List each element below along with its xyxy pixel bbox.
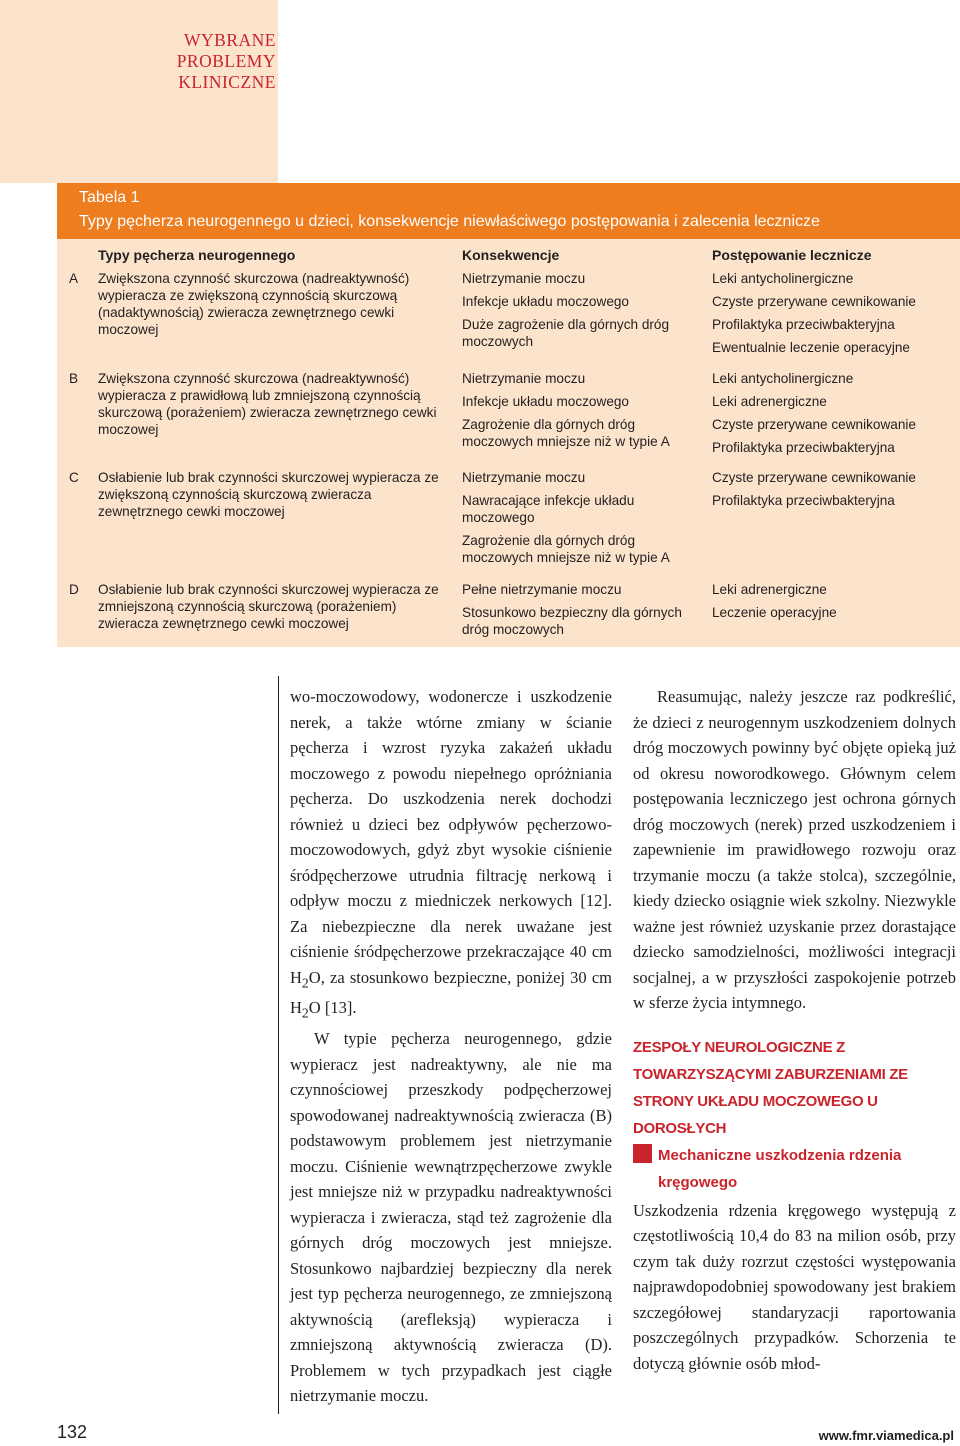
column-header-type: Typy pęcherza neurogennego: [98, 247, 296, 263]
row-type-cell: Zwiększona czynność skurczowa (nadreaktywność) wypieracza ze zwiększoną czynnością skurczową (nadaktywnością) zwieracza zewnętrznego cewki moczowej: [98, 271, 410, 337]
section-tag-line-1: WYBRANE: [184, 30, 276, 50]
management-item: Czyste przerywane cewnikowanie: [712, 294, 916, 309]
column-header-management: Postępowanie lecznicze: [712, 247, 872, 263]
body-text: O [13].: [308, 998, 357, 1018]
table-column-headers: [57, 247, 960, 267]
row-consequences-cell: [462, 270, 692, 356]
subheading-line-2: kręgowego: [658, 1173, 738, 1191]
section-tag: [0, 0, 278, 183]
consequence-item: Nietrzymanie moczu: [462, 371, 586, 386]
section-tag-text: [0, 30, 278, 93]
section-heading: ZESPOŁY NEUROLOGICZNE Z TOWARZYSZĄCYMI ZABURZENIAMI ZE STRONY UKŁADU MOCZOWEGO U DOROSŁYCH: [633, 1038, 908, 1137]
body-paragraph: Reasumując, należy jeszcze raz podkreślić, że dzieci z neurogennym uszkodzeniem dolnych dróg moczowych powinny być objęte opieką już od okresu noworodkowego. Głównym celem postępowania leczniczego jest ochrona górnych dróg moczowych (nerek) przed uszkodzeniem i zapewnienie im prawidłowego rozwoju oraz trzymanie moczu (a także stolca), szczególnie, kiedy dziecko osiągnie wiek szkolny. Niezwykle ważne jest również uzyskanie przez dorastające dziecko samodzielności, możliwości integracji socjalnej, a w przyszłości zaspokojenie potrzeb w sferze życia intymnego.: [633, 687, 956, 1012]
consequence-item: Zagrożenie dla górnych dróg moczowych mniejsze niż w typie A: [462, 417, 670, 449]
consequence-item: Infekcje układu moczowego: [462, 294, 629, 309]
consequence-item: Stosunkowo bezpieczny dla górnych dróg moczowych: [462, 605, 682, 637]
footer-url: www.fmr.viamedica.pl: [818, 1428, 954, 1443]
row-type-cell: Zwiększona czynność skurczowa (nadreaktywność) wypieracza z prawidłową lub zmniejszoną czynnością skurczową (porażeniem) zwieracza zewnętrznego cewki moczowej: [98, 371, 437, 437]
table-body: [57, 239, 960, 647]
subheading-line-1: Mechaniczne uszkodzenia rdzenia: [658, 1146, 902, 1164]
management-item: Ewentualnie leczenie operacyjne: [712, 340, 910, 355]
section-tag-line-2: PROBLEMY: [176, 51, 276, 71]
square-bullet-icon: [633, 1144, 652, 1163]
row-management-cell: [712, 581, 957, 627]
consequence-item: Nietrzymanie moczu: [462, 271, 586, 286]
subscript: 2: [301, 974, 309, 990]
management-item: Leczenie operacyjne: [712, 605, 837, 620]
row-management-cell: [712, 370, 957, 462]
row-type-cell: Osłabienie lub brak czynności skurczowej wypieracza ze zmniejszoną czynnością skurczową (porażeniem) zwieracza zewnętrznego cewki moczowej: [98, 582, 439, 631]
body-paragraph: W typie pęcherza neurogennego, gdzie wypieracz jest nadreaktywny, ale nie ma czynnościowej przeszkody podpęcherzowej spowodowanej nadreaktywnością zwieracza (B) podstawowym problemem jest nietrzymanie moczu. Ciśnienie wewnątrzpęcherzowe zwykle jest mniejsze niż w przypadku nadreaktywności wypieracza i zwieracza, stąd też zagrożenie dla górnych dróg moczowych jest mniejsze. Stosunkowo najbardziej bezpieczny dla nerek jest typ pęcherza neurogennego, ze zmniejszoną aktywnością (arefleksją) wypieracza i zmniejszoną aktywnością zwieracza (D). Problemem w tych przypadkach jest ciągłe nietrzymanie moczu.: [290, 1029, 612, 1406]
consequence-item: Infekcje układu moczowego: [462, 394, 629, 409]
subscript: 2: [301, 1005, 309, 1021]
management-item: Leki adrenergiczne: [712, 394, 827, 409]
row-consequences-cell: [462, 370, 692, 456]
row-letter: B: [69, 371, 79, 386]
row-management-cell: [712, 469, 957, 515]
table-header-bar: [57, 183, 960, 239]
table-number: Tabela 1: [79, 189, 140, 206]
column-divider: [278, 676, 279, 1414]
body-paragraph: [290, 684, 612, 1026]
row-consequences-cell: [462, 581, 692, 644]
consequence-item: Nawracające infekcje układu moczowego: [462, 493, 635, 525]
body-text: O, za stosunkowo bezpieczne, poniżej 30 cm H: [290, 967, 612, 1018]
row-management-cell: [712, 270, 957, 362]
row-letter: C: [69, 470, 79, 485]
body-column-middle: [290, 684, 612, 1409]
management-item: Leki adrenergiczne: [712, 582, 827, 597]
column-header-consequences: Konsekwencje: [462, 247, 560, 263]
row-type-cell: Osłabienie lub brak czynności skurczowej wypieracza ze zwiększoną czynnością skurczową zwieracza zewnętrznego cewki moczowej: [98, 470, 439, 519]
body-column-right: [633, 684, 956, 1376]
row-letter: A: [69, 271, 79, 286]
subsection-heading: [633, 1142, 956, 1196]
row-consequences-cell: [462, 469, 692, 572]
management-item: Czyste przerywane cewnikowanie: [712, 470, 916, 485]
table-title: Typy pęcherza neurogennego u dzieci, konsekwencje niewłaściwego postępowania i zalecenia lecznicze: [79, 213, 820, 230]
consequence-item: Nietrzymanie moczu: [462, 470, 586, 485]
management-item: Profilaktyka przeciwbakteryjna: [712, 493, 895, 508]
management-item: Profilaktyka przeciwbakteryjna: [712, 317, 895, 332]
page-number: 132: [57, 1422, 88, 1442]
row-letter: D: [69, 582, 79, 597]
management-item: Profilaktyka przeciwbakteryjna: [712, 440, 895, 455]
management-item: Leki antycholinergiczne: [712, 271, 854, 286]
management-item: Leki antycholinergiczne: [712, 371, 854, 386]
consequence-item: Zagrożenie dla górnych dróg moczowych mniejsze niż w typie A: [462, 533, 670, 565]
consequence-item: Duże zagrożenie dla górnych dróg moczowych: [462, 317, 670, 349]
section-tag-line-3: KLINICZNE: [178, 72, 276, 92]
body-text: wo-moczowodowy, wodonercze i uszkodzenie nerek, a także wtórne zmiany w ścianie pęcherza i wzrost ryzyka zakażeń układu moczowego z powodu niepełnego opróżniania pęcherza. Do uszkodzenia nerek dochodzi również u dzieci bez odpływów pęcherzowo-moczowodowych, gdyż zbyt wysokie ciśnienie śródpęcherzowe utrudnia filtrację nerkową i odpływ moczu z miedniczek nerkowych [12]. Za niebezpieczne dla nerek uważane jest ciśnienie śródpęcherzowe przekraczające 40 cm H: [290, 687, 612, 987]
consequence-item: Pełne nietrzymanie moczu: [462, 582, 622, 597]
management-item: Czyste przerywane cewnikowanie: [712, 417, 916, 432]
body-paragraph: Uszkodzenia rdzenia kręgowego występują z częstotliwością 10,4 do 83 na milion osób, przy czym tak duży rozrzut częstości występowania najprawdopodobniej spowodowany jest brakiem szczegółowej standaryzacji raportowania poszczególnych przypadków. Schorzenia te dotyczą głównie osób młod-: [633, 1200, 956, 1373]
